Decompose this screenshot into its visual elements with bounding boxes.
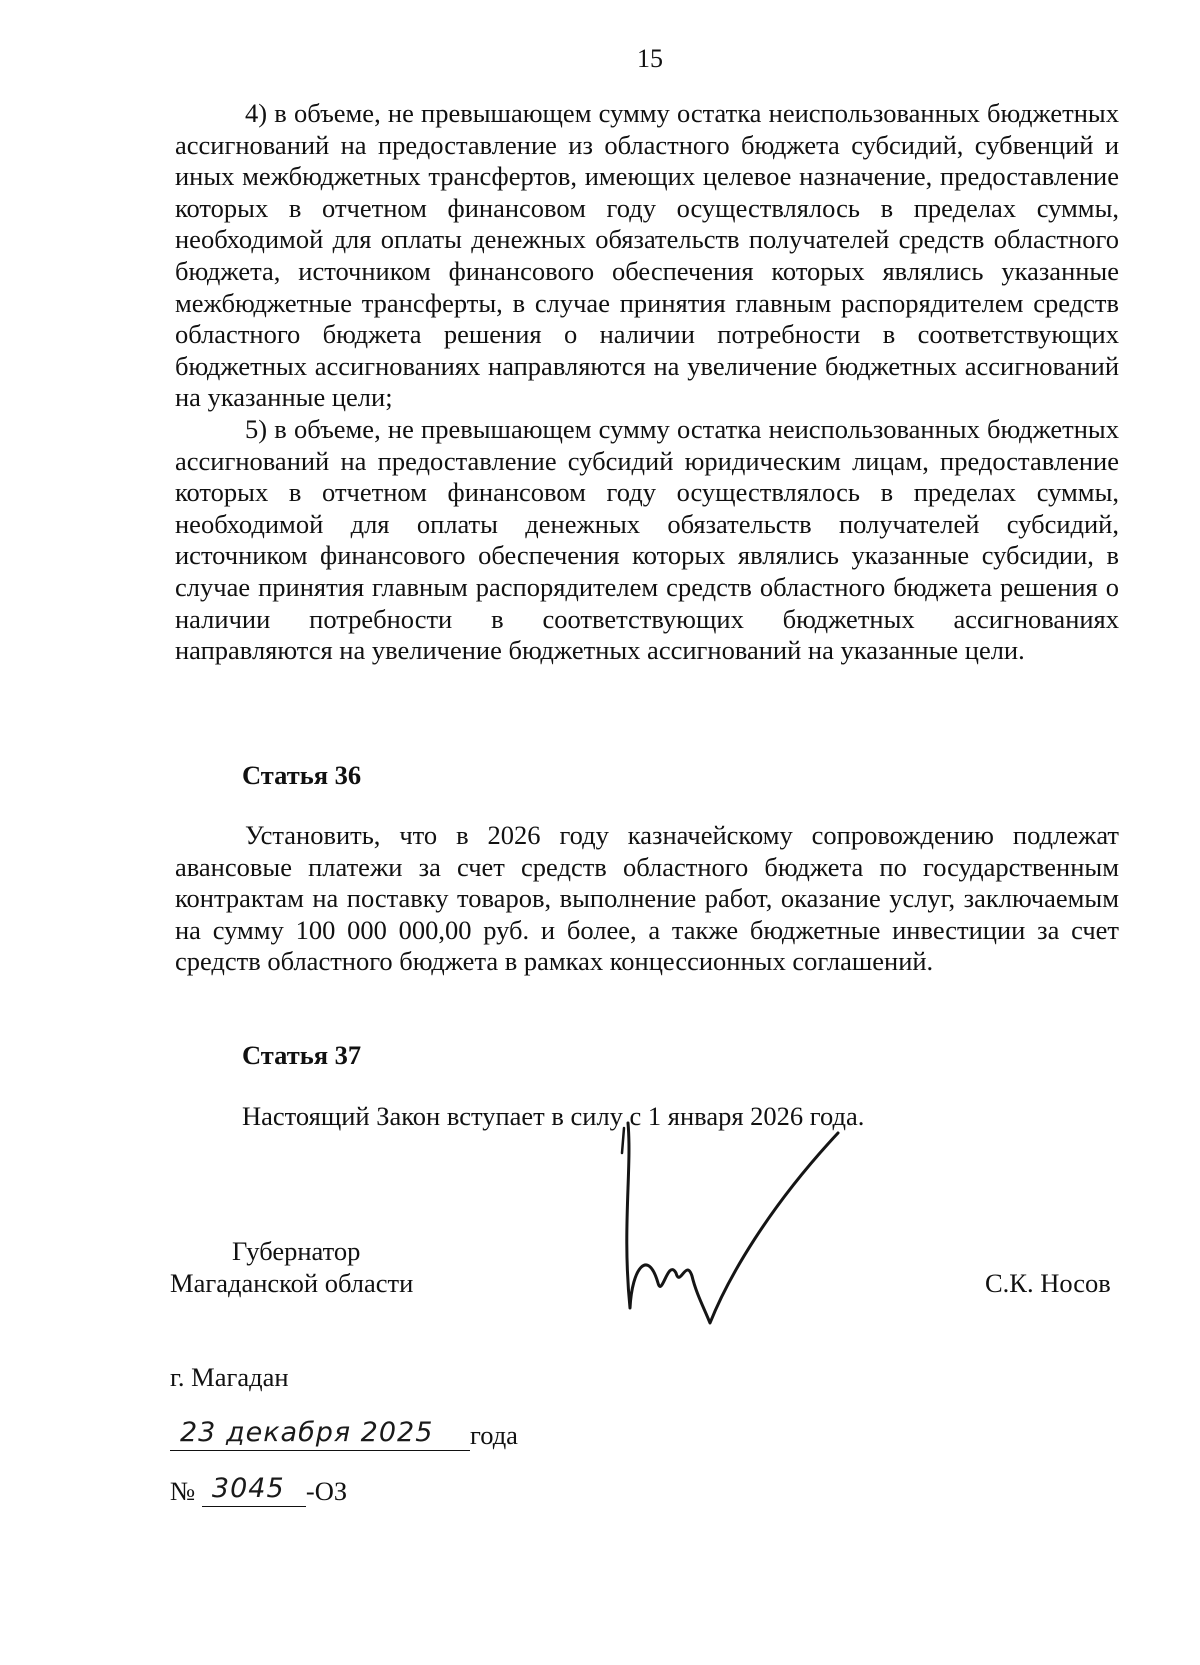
date-suffix: года <box>470 1420 518 1450</box>
paragraph-item-5: 5) в объеме, не превышающем сумму остатка неиспользованных бюджетных ассигнований на предоставление субсидий юридическим лицам, предоставление которых в отчетном финансовом году осуществлялось в пределах суммы, необходимой для оплаты денежных обязательств получателей субсидий, источником финансового обеспечения которых являлись указанные субсидии, в случае принятия главным распорядителем средств областного бюджета решения о наличии потребности в соответствующих бюджетных ассигнованиях направляются на увеличение бюджетных ассигнований на указанные цели. <box>175 413 1119 666</box>
governor-region: Магаданской области <box>170 1268 414 1298</box>
number-blank <box>202 1473 306 1507</box>
governor-title: Губернатор <box>232 1236 361 1266</box>
number-suffix: -ОЗ <box>305 1476 348 1506</box>
handwritten-number: 3045 <box>211 1473 285 1504</box>
handwritten-date: 23 декабря 2025 <box>180 1417 434 1448</box>
law-number <box>170 1473 348 1510</box>
signing-date <box>170 1417 518 1456</box>
article-36-text: Установить, что в 2026 году казначейскому сопровождению подлежат авансовые платежи за счет средств областного бюджета по государственным контрактам на поставку товаров, выполнение работ, оказание услуг, заключаемым на сумму 100 000 000,00 руб. и более, а также бюджетные инвестиции за счет средств областного бюджета в рамках концессионных соглашений. <box>175 820 1119 977</box>
city: г. Магадан <box>170 1362 289 1392</box>
date-blank <box>170 1417 470 1451</box>
paragraph-item-4: 4) в объеме, не превышающем сумму остатка неиспользованных бюджетных ассигнований на предоставление из областного бюджета субсидий, субвенций и иных межбюджетных трансфертов, имеющих целевое назначение, предоставление которых в отчетном финансовом году осуществлялось в пределах суммы, необходимой для оплаты денежных обязательств получателей средств областного бюджета, источником финансового обеспечения которых являлись указанные межбюджетные трансферты, в случае принятия главным распорядителем средств областного бюджета решения о наличии потребности в соответствующих бюджетных ассигнованиях направляются на увеличение бюджетных ассигнований на указанные цели; <box>175 98 1119 413</box>
article-37-heading: Статья 37 <box>242 1040 362 1070</box>
page-number: 15 <box>637 44 663 73</box>
list-items <box>175 98 1119 667</box>
article-36-heading: Статья 36 <box>242 760 362 790</box>
governor-name: С.К. Носов <box>985 1268 1111 1298</box>
article-36-body <box>175 820 1119 978</box>
article-37-text: Настоящий Закон вступает в силу с 1 января 2026 года. <box>242 1101 865 1131</box>
number-sign: № <box>170 1476 196 1506</box>
handwritten-signature <box>618 1108 848 1338</box>
